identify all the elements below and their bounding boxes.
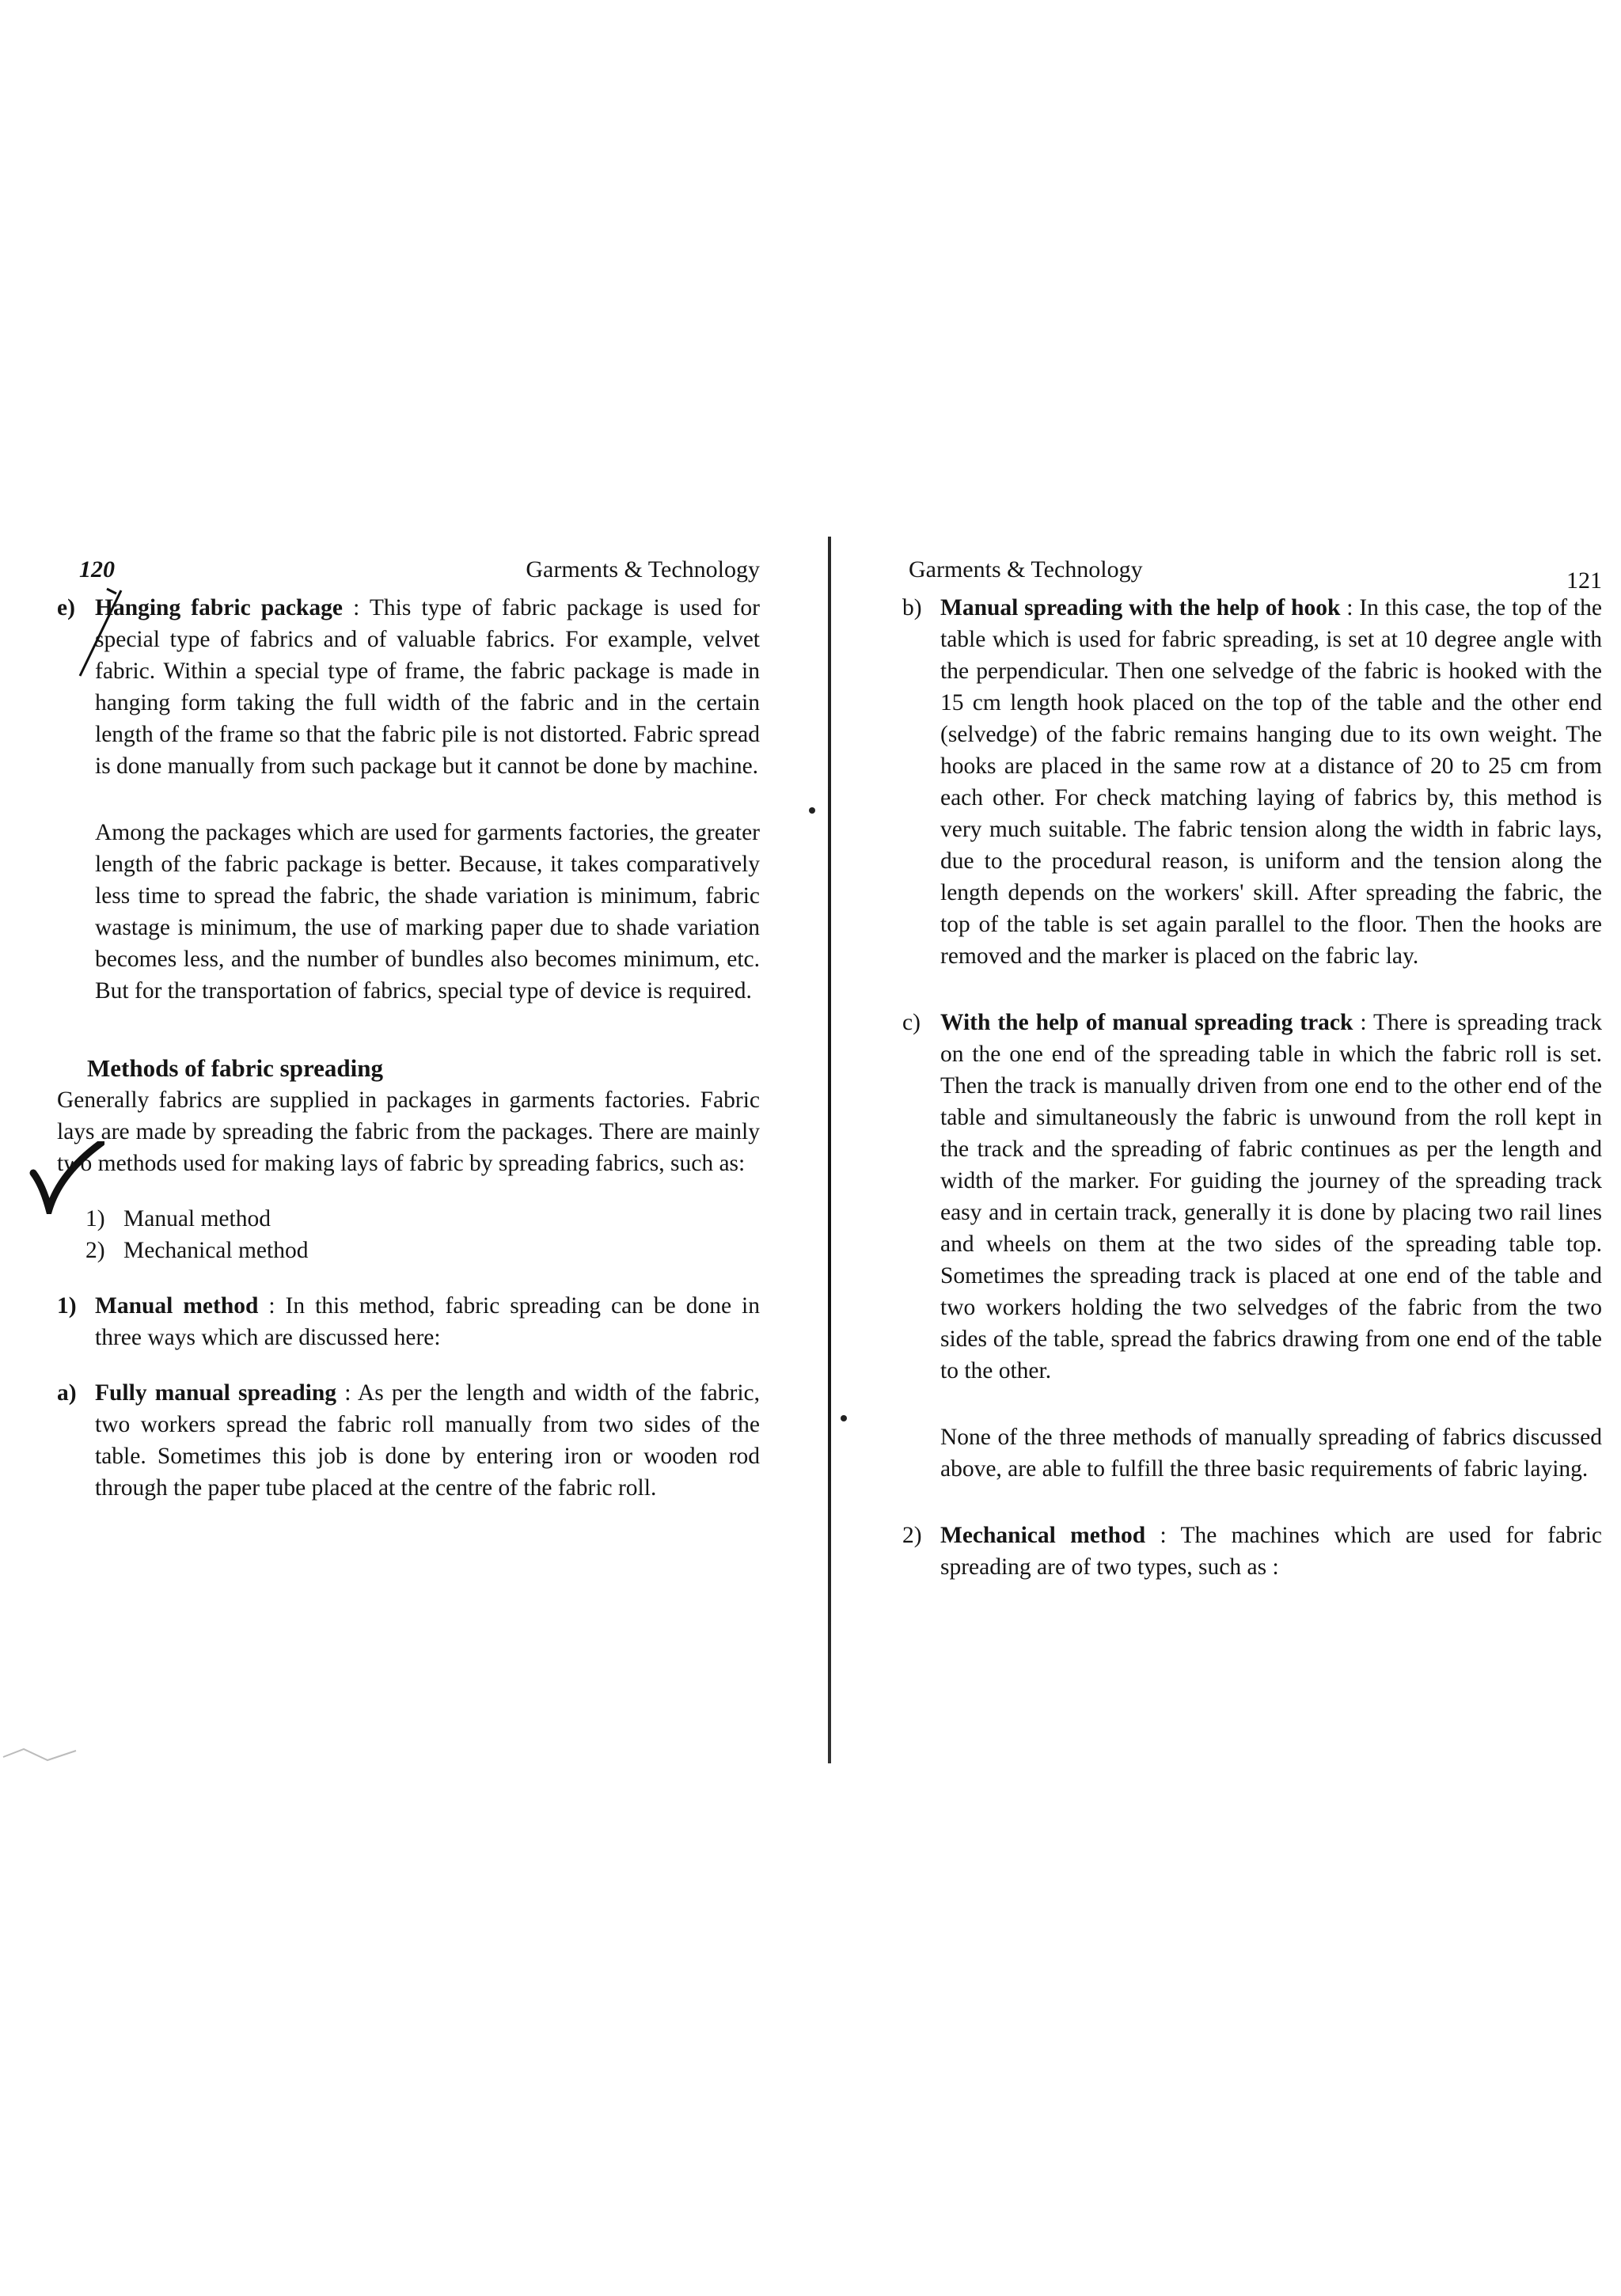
item-body: : This type of fabric package is used for special type of fabrics and of valuable fabrics. For example, velvet fabric. Within a special type of frame, the fabric package is made in hanging form taking the full width of the fabric and in the certain length of the frame so that the fabric pile is not distorted. Fabric spread is done manually from such package but it cannot be done by machine. <box>95 595 760 779</box>
item-title: Mechanical method <box>940 1523 1146 1548</box>
list-number: 1) <box>85 1206 105 1231</box>
item-manual-method <box>57 1290 760 1353</box>
left-page-header <box>57 554 760 589</box>
right-page <box>902 554 1602 1583</box>
section-heading: Methods of fabric spreading <box>87 1054 384 1082</box>
item-title: Manual spreading with the help of hook <box>940 595 1341 620</box>
book-gutter-line <box>828 537 831 1763</box>
item-label: e) <box>57 595 75 620</box>
page-number: 121 <box>1566 567 1602 594</box>
item-body: : There is spreading track on the one end of the spreading table in which the fabric roll is set. Then the track is manually driven from one end to the other end of the table and simultaneously the fabric is unwound from the roll kept in the track and the spreading of fabric continues as per the length and width of the marker. For guiding the journey of the spreading track easy and in certain track, generally it is done by placing two rail lines and wheels on them at the two sides of the spreading table top. Sometimes the spreading track is placed at one end of the table and two workers holding the two selvedges of the fabric from the two sides of the table, spread the fabrics drawing from one end of the table to the other. <box>940 1010 1602 1383</box>
item-fully-manual-spreading <box>57 1377 760 1504</box>
item-label: 2) <box>902 1523 922 1548</box>
item-title: Hanging fabric package <box>95 595 344 620</box>
item-label: b) <box>902 595 922 620</box>
item-body: : The machines which are used for fabric spreading are of two types, such as : <box>940 1523 1602 1580</box>
gutter-dot <box>809 807 815 814</box>
list-number: 2) <box>85 1238 105 1263</box>
scan-noise <box>0 1733 95 1765</box>
paragraph-packages: Among the packages which are used for garments factories, the greater length of the fabric package is better. Because, it takes comparatively less time to spread the fabric, the shade variation is minimum, fabric wastage is minimum, the use of marking paper due to shade variation becomes less, and the number of bundles also becomes minimum, etc. But for the transportation of fabrics, special type of device is required. <box>95 820 760 1004</box>
running-title: Garments & Technology <box>909 556 1143 583</box>
item-title: Fully manual spreading <box>95 1380 337 1406</box>
list-item <box>85 1203 760 1235</box>
item-hanging-fabric-package <box>57 592 760 782</box>
item-body: : In this method, fabric spreading can be done in three ways which are discussed here: <box>95 1293 760 1350</box>
section-intro: Generally fabrics are supplied in packages in garments factories. Fabric lays are made by spreading the fabric from the packages. There are mainly two methods used for making lays of fabric by spreading fabrics, such as: <box>57 1087 760 1176</box>
right-page-header <box>902 554 1602 594</box>
item-spreading-with-hook <box>902 592 1602 972</box>
gutter-dot <box>841 1415 847 1421</box>
item-label: 1) <box>57 1293 77 1319</box>
item-mechanical-method <box>902 1520 1602 1583</box>
list-item <box>85 1235 760 1266</box>
item-body: : As per the length and width of the fabric, two workers spread the fabric roll manually from two sides of the table. Sometimes this job is done by entering iron or wooden rod through the paper tube placed at the centre of the fabric roll. <box>95 1380 760 1501</box>
paragraph-none-of-methods: None of the three methods of manually spreading of fabrics discussed above, are able to fulfill the three basic requirements of fabric laying. <box>940 1425 1602 1482</box>
running-title: Garments & Technology <box>526 556 760 583</box>
item-title: With the help of manual spreading track <box>940 1010 1353 1035</box>
page-number: 120 <box>79 556 115 583</box>
item-title: Manual method <box>95 1293 259 1319</box>
list-text: Manual method <box>123 1206 271 1231</box>
item-label: a) <box>57 1380 77 1406</box>
methods-list <box>57 1203 760 1266</box>
left-page <box>57 554 760 1504</box>
item-label: c) <box>902 1010 921 1035</box>
item-body: : In this case, the top of the table which is used for fabric spreading, is set at 10 degree angle with the perpendicular. Then one selvedge of the fabric is hooked with the 15 cm length hook placed on the top of the table and the other end (selvedge) of the fabric remains hanging due to its own weight. The hooks are placed in the same row at a distance of 20 to 25 cm from each other. For check matching laying of fabrics by, this method is very much suitable. The fabric tension along the width in fabric lays, due to the procedural reason, is uniform and the tension along the length depends on the workers' skill. After spreading the fabric, the top of the table is set again parallel to the floor. Then the hooks are removed and the marker is placed on the fabric lay. <box>940 595 1602 969</box>
item-manual-spreading-track <box>902 1007 1602 1387</box>
list-text: Mechanical method <box>123 1238 309 1263</box>
